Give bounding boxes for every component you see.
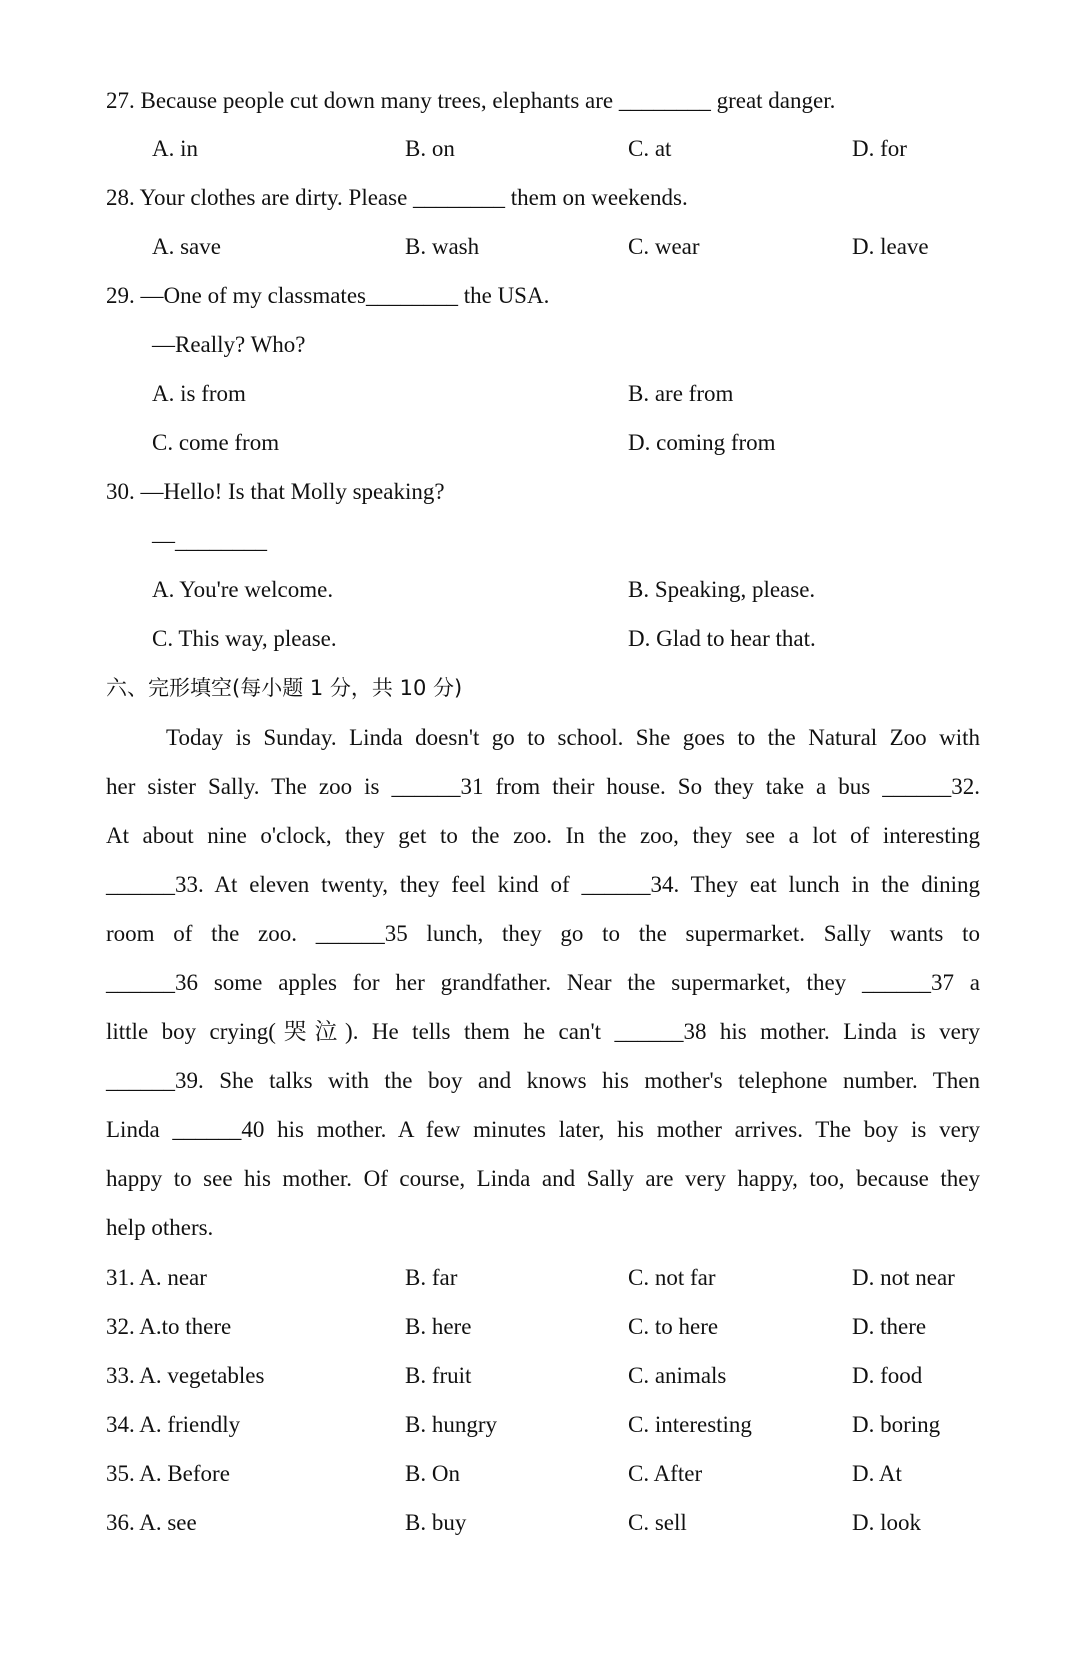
question-30-option-a: A. You're welcome.: [152, 577, 334, 602]
passage-line: ______39. She talks with the boy and knows his mother's telephone number. Then: [106, 1068, 980, 1093]
question-34-option-c: C. interesting: [628, 1412, 752, 1437]
question-34-option-b: B. hungry: [405, 1412, 497, 1437]
question-27-option-a: A. in: [152, 136, 198, 161]
question-29-stem: 29. —One of my classmates________ the USA.: [106, 283, 550, 308]
passage-line: help others.: [106, 1215, 214, 1240]
question-35-option-d: D. At: [852, 1461, 902, 1486]
question-28-option-b: B. wash: [405, 234, 480, 259]
question-29-option-c: C. come from: [152, 430, 280, 455]
question-29-option-b: B. are from: [628, 381, 734, 406]
question-34-option-d: D. boring: [852, 1412, 941, 1437]
passage-line: Today is Sunday. Linda doesn't go to school. She goes to the Natural Zoo with: [166, 725, 980, 750]
passage-line: ______36 some apples for her grandfather. Near the supermarket, they ______37 a: [106, 970, 980, 995]
question-31-option-d: D. not near: [852, 1265, 955, 1290]
question-36-option-c: C. sell: [628, 1510, 687, 1535]
question-31-option-a: 31. A. near: [106, 1265, 207, 1290]
question-31-option-b: B. far: [405, 1265, 458, 1290]
question-34-option-a: 34. A. friendly: [106, 1412, 241, 1437]
question-32-option-b: B. here: [405, 1314, 472, 1339]
passage-line: happy to see his mother. Of course, Linda and Sally are very happy, too, because they: [106, 1166, 980, 1191]
question-32-option-c: C. to here: [628, 1314, 719, 1339]
question-28-stem: 28. Your clothes are dirty. Please ________ them on weekends.: [106, 185, 688, 210]
passage-line: little boy crying(哭泣). He tells them he can't ______38 his mother. Linda is very: [106, 1019, 980, 1044]
question-27-option-d: D. for: [852, 136, 907, 161]
question-33-option-a: 33. A. vegetables: [106, 1363, 265, 1388]
passage-line: room of the zoo. ______35 lunch, they go to the supermarket. Sally wants to: [106, 921, 980, 946]
passage-line: ______33. At eleven twenty, they feel kind of ______34. They eat lunch in the dining: [106, 872, 980, 897]
question-30-option-b: B. Speaking, please.: [628, 577, 816, 602]
question-29-option-a: A. is from: [152, 381, 246, 406]
question-35-option-b: B. On: [405, 1461, 460, 1486]
passage-line: her sister Sally. The zoo is ______31 from their house. So they take a bus ______32.: [106, 774, 980, 799]
question-28-option-a: A. save: [152, 234, 221, 259]
question-28-option-c: C. wear: [628, 234, 700, 259]
question-28-option-d: D. leave: [852, 234, 929, 259]
question-33-option-b: B. fruit: [405, 1363, 472, 1388]
section-title: 六、完形填空(每小题 1 分，共 10 分): [106, 676, 463, 700]
passage-line: At about nine o'clock, they get to the zoo. In the zoo, they see a lot of interesting: [106, 823, 980, 848]
question-35-option-c: C. After: [628, 1461, 703, 1486]
question-29-option-d: D. coming from: [628, 430, 776, 455]
question-32-option-d: D. there: [852, 1314, 927, 1339]
question-30-reply: —________: [152, 528, 267, 553]
question-33-option-d: D. food: [852, 1363, 923, 1388]
question-27-option-b: B. on: [405, 136, 455, 161]
question-31-option-c: C. not far: [628, 1265, 716, 1290]
question-30-option-d: D. Glad to hear that.: [628, 626, 816, 651]
question-32-option-a: 32. A.to there: [106, 1314, 232, 1339]
question-27-option-c: C. at: [628, 136, 672, 161]
question-27-stem: 27. Because people cut down many trees, elephants are ________ great danger.: [106, 88, 836, 113]
passage-line: Linda ______40 his mother. A few minutes later, his mother arrives. The boy is very: [106, 1117, 980, 1142]
question-36-option-d: D. look: [852, 1510, 921, 1535]
question-35-option-a: 35. A. Before: [106, 1461, 230, 1486]
question-33-option-c: C. animals: [628, 1363, 727, 1388]
question-30-stem: 30. —Hello! Is that Molly speaking?: [106, 479, 445, 504]
question-29-reply: —Really? Who?: [152, 332, 306, 357]
question-30-option-c: C. This way, please.: [152, 626, 337, 651]
question-36-option-a: 36. A. see: [106, 1510, 197, 1535]
question-36-option-b: B. buy: [405, 1510, 467, 1535]
